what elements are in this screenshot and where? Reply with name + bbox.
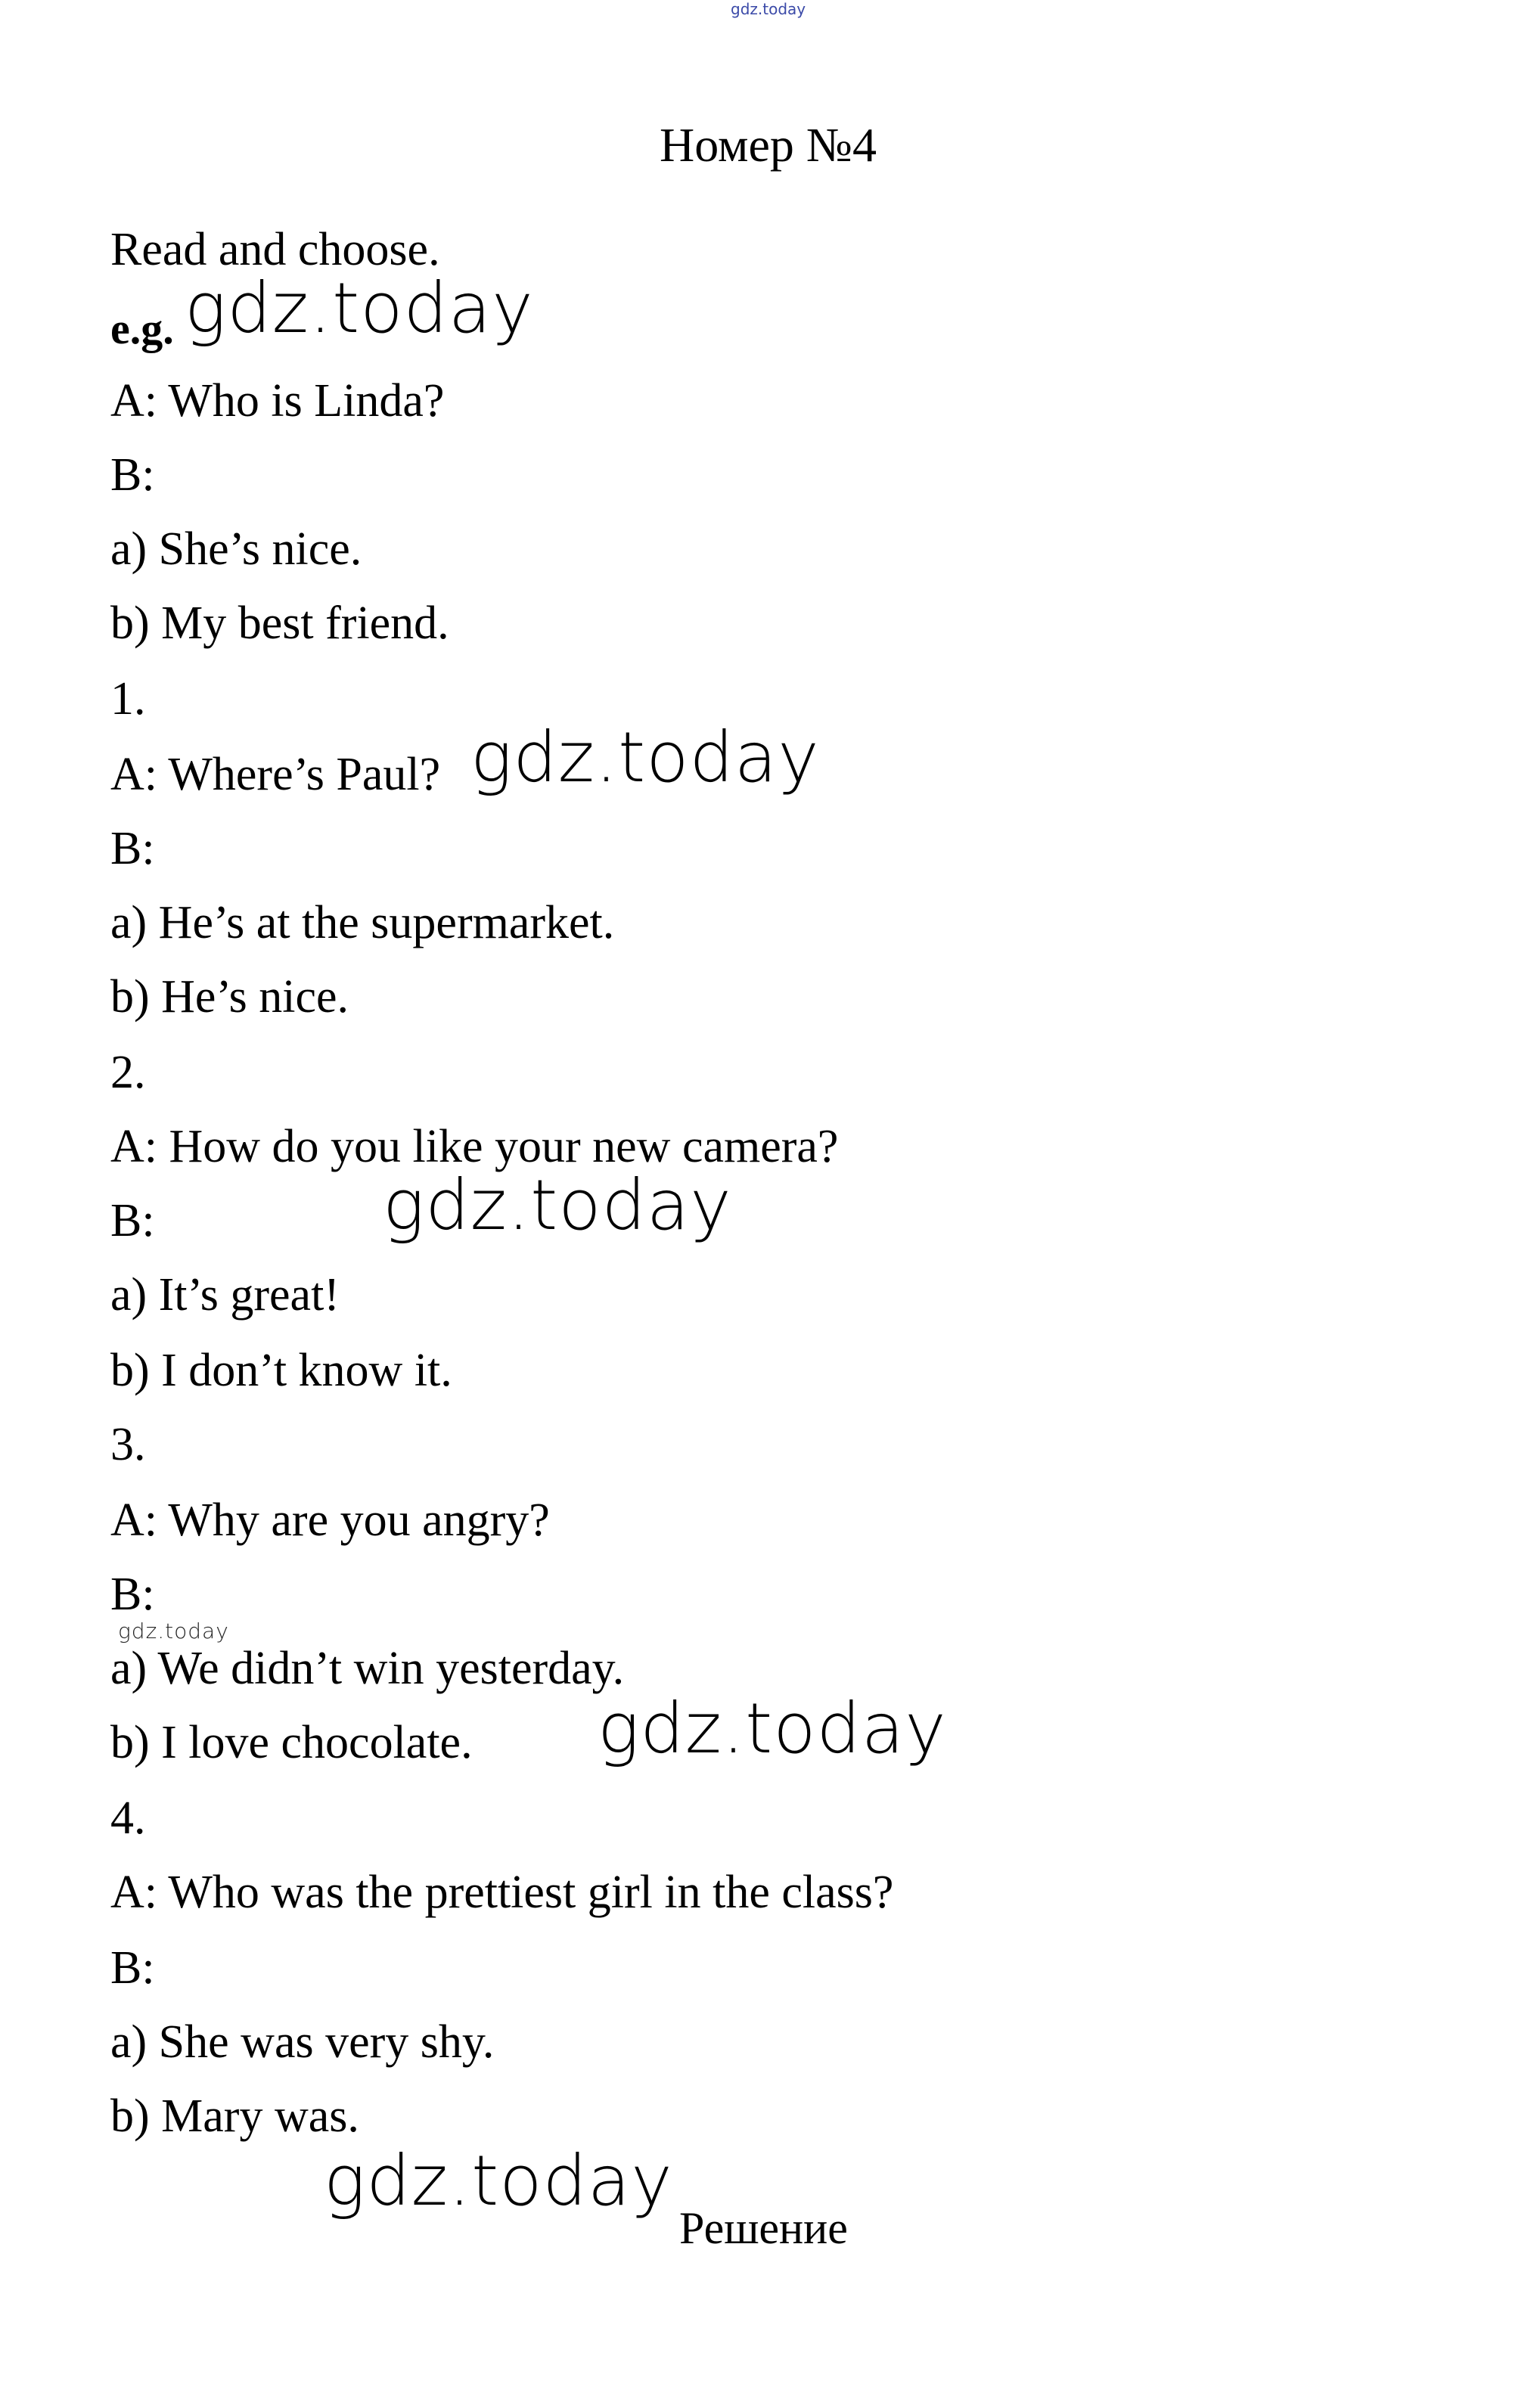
- option-a: a) She was very shy.: [110, 2016, 495, 2068]
- watermark-small: gdz.today: [118, 1619, 229, 1643]
- example-label: e.g.: [110, 304, 174, 353]
- example-header: [110, 298, 174, 359]
- question-number: 4.: [110, 1792, 146, 1844]
- example-answer-label: B:: [110, 449, 155, 501]
- watermark: gdz.today: [185, 268, 534, 349]
- example-option-b: b) My best friend.: [110, 597, 449, 649]
- option-a: a) It’s great!: [110, 1269, 340, 1321]
- question-number: 3.: [110, 1419, 146, 1470]
- option-b: b) Mary was.: [110, 2090, 359, 2142]
- option-a: a) We didn’t win yesterday.: [110, 1643, 625, 1694]
- answer-label: B:: [110, 823, 155, 874]
- example-option-a: a) She’s nice.: [110, 523, 362, 575]
- watermark: gdz.today: [470, 717, 820, 798]
- question-text: A: Where’s Paul?: [110, 749, 441, 800]
- answer-label: B:: [110, 1195, 155, 1246]
- option-b: b) He’s nice.: [110, 971, 349, 1023]
- question-number: 2.: [110, 1047, 146, 1098]
- answer-label: B:: [110, 1942, 155, 1994]
- watermark: gdz.today: [324, 2140, 673, 2221]
- option-b: b) I don’t know it.: [110, 1345, 452, 1396]
- question-text: A: Who was the prettiest girl in the class?: [110, 1867, 894, 1918]
- watermark: gdz.today: [383, 1165, 732, 1246]
- example-question: A: Who is Linda?: [110, 375, 445, 427]
- page-title: Номер №4: [660, 118, 877, 172]
- solution-label: Решение: [679, 2203, 848, 2253]
- option-b: b) I love chocolate.: [110, 1717, 473, 1768]
- instruction: Read and choose.: [110, 224, 440, 275]
- question-text: A: How do you like your new camera?: [110, 1121, 839, 1172]
- option-a: a) He’s at the supermarket.: [110, 897, 615, 948]
- question-text: A: Why are you angry?: [110, 1494, 550, 1546]
- answer-label: B:: [110, 1569, 155, 1620]
- watermark: gdz.today: [598, 1688, 947, 1769]
- watermark-top: gdz.today: [731, 0, 806, 18]
- question-number: 1.: [110, 673, 146, 725]
